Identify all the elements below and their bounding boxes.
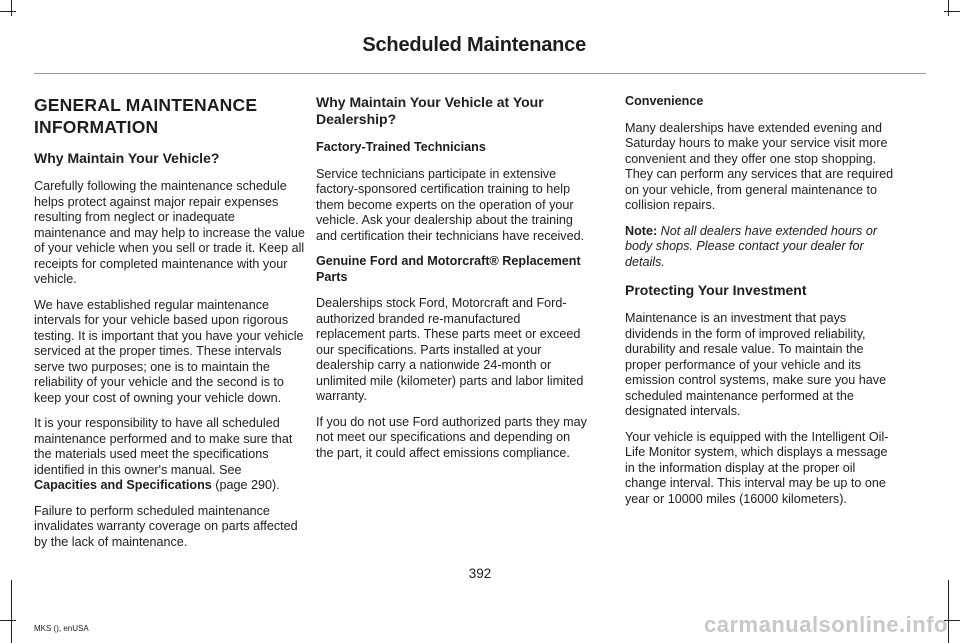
crop-mark-top-left-h: [0, 11, 16, 12]
paragraph: Your vehicle is equipped with the Intelligent Oil-Life Monitor system, which displays a message in the information display at the proper oil change interval. This interval may be up to one year or 10000 miles (16000 kilometers).: [625, 429, 889, 506]
paragraph-with-xref: [34, 416, 306, 494]
paragraph-text: It is your responsibility to have all scheduled maintenance performed and to make sure that the materials used meet the specifications identified in this owner's manual. See: [34, 416, 293, 477]
paragraph: Dealerships stock Ford, Motorcraft and Ford-authorized branded re-manufactured replacement parts. These parts meet or exceed our specifications. Parts installed at your dealership carry a nationwide 24-month or unlimited mile (kilometer) parts and labor limited warranty.: [316, 296, 584, 403]
paragraph: Service technicians participate in extensive factory-sponsored certification training to help them become experts on the operation of your vehicle. Ask your dealership about the training and certification their technicians have received.: [316, 166, 585, 243]
note-label: Note:: [625, 223, 658, 238]
paragraph: If you do not use Ford authorized parts they may not meet our specifications and depending on the part, it could affect emissions compliance.: [316, 414, 587, 460]
paragraph: Failure to perform scheduled maintenance invalidates warranty coverage on parts affected by the lack of maintenance.: [34, 503, 298, 549]
crop-mark-top-left-v: [11, 0, 12, 16]
section-header-title: Scheduled Maintenance: [362, 34, 586, 56]
subheading-convenience: Convenience: [625, 94, 704, 108]
section-heading-general-maintenance: GENERAL MAINTENANCE INFORMATION: [34, 95, 258, 137]
paragraph: Carefully following the maintenance schedule helps protect against major repair expenses resulting from neglect or inadequate maintenance and may help to increase the value of your vehicle when you sell or trade it. Keep all receipts for completed maintenance with your vehicle.: [34, 179, 305, 286]
column-middle: [316, 94, 588, 471]
subheading-why-maintain: Why Maintain Your Vehicle?: [34, 150, 220, 166]
crop-mark-top-right-v: [948, 0, 949, 16]
footer-model-code: MKS (), enUSA: [34, 624, 89, 633]
crop-mark-bottom-right-v: [948, 580, 949, 643]
crop-mark-top-right-h: [944, 11, 960, 12]
header-divider: [34, 73, 926, 74]
note: [625, 224, 897, 271]
paragraph: We have established regular maintenance intervals for your vehicle based upon rigorous testing. It is important that you have your vehicle serviced at the proper times. These intervals serve two purposes; one is to maintain the reliability of your vehicle and the second is to keep your cost of owning your vehicle down.: [34, 297, 304, 405]
subheading-protecting-investment: Protecting Your Investment: [625, 282, 807, 298]
cross-reference-link[interactable]: Capacities and Specifications: [34, 478, 212, 492]
crop-mark-bottom-left-v: [11, 580, 12, 643]
paragraph: Maintenance is an investment that pays dividends in the form of improved reliability, durability and resale value. To maintain the proper performance of your vehicle and its emission control systems, make sure you have scheduled maintenance performed at the designated intervals.: [625, 311, 887, 418]
column-left: [34, 94, 306, 560]
note-text: Not all dealers have extended hours or body shops. Please contact your dealer for details.: [625, 223, 878, 269]
page-number: 392: [468, 566, 492, 581]
page-reference: (page 290).: [211, 478, 280, 492]
column-right: [625, 94, 897, 517]
subheading-genuine-parts: Genuine Ford and Motorcraft® Replacement Parts: [316, 254, 581, 284]
subheading-why-dealership: Why Maintain Your Vehicle at Your Dealership?: [316, 94, 544, 127]
crop-mark-bottom-left-h: [0, 620, 16, 621]
watermark-text: carmanualsonline.info: [704, 612, 948, 637]
subheading-factory-trained: Factory-Trained Technicians: [316, 140, 486, 154]
paragraph: Many dealerships have extended evening and Saturday hours to make your service visit more convenient and they offer one stop shopping. They can perform any services that are required on your vehicle, from general maintenance to collision repairs.: [625, 120, 894, 212]
